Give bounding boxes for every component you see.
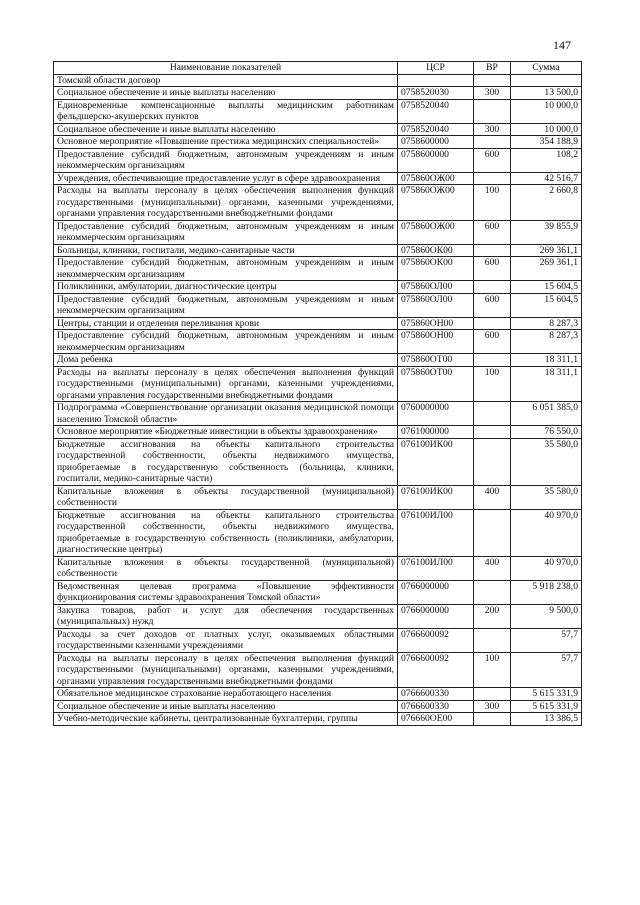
cell-vr: 600 xyxy=(474,293,511,317)
cell-name: Закупка товаров, работ и услуг для обеспечения государственных (муниципальных) нужд xyxy=(54,604,398,628)
table-header-row xyxy=(54,62,582,75)
cell-name: Расходы на выплаты персоналу в целях обеспечения выполнения функций государственными (муниципальными) органами, казенными учреждениями, органами управления государственными внебюджетными фондами xyxy=(54,652,398,688)
table-row xyxy=(54,604,582,628)
cell-vr xyxy=(474,136,511,149)
table-row xyxy=(54,74,582,87)
cell-sum: 76 550,0 xyxy=(511,426,582,439)
cell-vr: 100 xyxy=(474,185,511,221)
cell-vr: 400 xyxy=(474,556,511,580)
cell-name: Больницы, клиники, госпитали, медико-санитарные части xyxy=(54,244,398,257)
table-row xyxy=(54,293,582,317)
table-row xyxy=(54,366,582,402)
table-row xyxy=(54,148,582,172)
table-row xyxy=(54,556,582,580)
cell-sum: 13 386,5 xyxy=(511,713,582,726)
table-row xyxy=(54,220,582,244)
cell-sum: 35 580,0 xyxy=(511,438,582,485)
table-row xyxy=(54,652,582,688)
cell-sum: 5 918 238,0 xyxy=(511,580,582,604)
cell-name: Предоставление субсидий бюджетным, автономным учреждениям и иным некоммерческим организациям xyxy=(54,330,398,354)
cell-vr: 600 xyxy=(474,148,511,172)
cell-sum: 10 000,0 xyxy=(511,99,582,123)
table-row xyxy=(54,87,582,100)
cell-csr: 075860ОЛ00 xyxy=(398,281,474,294)
cell-name: Центры, станции и отделения переливания крови xyxy=(54,317,398,330)
cell-vr xyxy=(474,688,511,701)
table-row xyxy=(54,580,582,604)
cell-vr xyxy=(474,628,511,652)
cell-sum: 9 500,0 xyxy=(511,604,582,628)
cell-csr: 075860ОК00 xyxy=(398,257,474,281)
cell-name: Основное мероприятие «Бюджетные инвестиции в объекты здравоохранения» xyxy=(54,426,398,439)
header-vr: ВР xyxy=(474,62,511,75)
cell-name: Дома ребенка xyxy=(54,354,398,367)
cell-name: Основное мероприятие «Повышение престижа медицинских специальностей» xyxy=(54,136,398,149)
cell-vr: 200 xyxy=(474,604,511,628)
cell-name: Учреждения, обеспечивающие предоставление услуг в сфере здравоохранения xyxy=(54,172,398,185)
cell-csr: 0758600000 xyxy=(398,148,474,172)
header-name: Наименование показателей xyxy=(54,62,398,75)
cell-sum: 354 188,9 xyxy=(511,136,582,149)
cell-name: Капитальные вложения в объекты государственной (муниципальной) собственности xyxy=(54,485,398,509)
cell-sum: 39 855,9 xyxy=(511,220,582,244)
cell-sum: 10 000,0 xyxy=(511,123,582,136)
table-row xyxy=(54,257,582,281)
cell-sum: 269 361,1 xyxy=(511,257,582,281)
cell-name: Предоставление субсидий бюджетным, автономным учреждениям и иным некоммерческим организациям xyxy=(54,293,398,317)
cell-vr: 300 xyxy=(474,123,511,136)
cell-csr: 0758520040 xyxy=(398,99,474,123)
table-row xyxy=(54,123,582,136)
cell-name: Бюджетные ассигнования на объекты капитального строительства государственной собственности, объекты недвижимого имущества, приобретаемые в государственную собственность (больницы, клиники, госпитали, медико-санитарные части) xyxy=(54,438,398,485)
table-row xyxy=(54,688,582,701)
cell-vr: 600 xyxy=(474,330,511,354)
cell-csr: 076100ИЛ00 xyxy=(398,509,474,556)
cell-sum: 57,7 xyxy=(511,628,582,652)
table-row xyxy=(54,485,582,509)
cell-sum: 42 516,7 xyxy=(511,172,582,185)
cell-vr xyxy=(474,509,511,556)
cell-vr xyxy=(474,172,511,185)
cell-csr: 0766000000 xyxy=(398,604,474,628)
cell-vr xyxy=(474,438,511,485)
cell-vr: 100 xyxy=(474,652,511,688)
cell-name: Расходы на выплаты персоналу в целях обеспечения выполнения функций государственными (муниципальными) органами, казенными учреждениями, органами управления государственными внебюджетными фондами xyxy=(54,185,398,221)
cell-sum: 35 580,0 xyxy=(511,485,582,509)
cell-name: Расходы за счет доходов от платных услуг, оказываемых областными государственными казенными учреждениями xyxy=(54,628,398,652)
cell-csr: 0766600330 xyxy=(398,700,474,713)
cell-name: Предоставление субсидий бюджетным, автономным учреждениям и иным некоммерческим организациям xyxy=(54,220,398,244)
cell-vr xyxy=(474,317,511,330)
cell-sum: 15 604,5 xyxy=(511,281,582,294)
cell-sum: 13 500,0 xyxy=(511,87,582,100)
table-row xyxy=(54,713,582,726)
cell-sum: 40 970,0 xyxy=(511,509,582,556)
cell-sum: 5 615 331,9 xyxy=(511,700,582,713)
cell-csr: 0766000000 xyxy=(398,580,474,604)
cell-vr: 300 xyxy=(474,87,511,100)
cell-vr xyxy=(474,281,511,294)
cell-name: Обязательное медицинское страхование неработающего населения xyxy=(54,688,398,701)
cell-name: Учебно-методические кабинеты, централизованные бухгалтерии, группы xyxy=(54,713,398,726)
cell-sum: 18 311,1 xyxy=(511,354,582,367)
cell-name: Социальное обеспечение и иные выплаты населению xyxy=(54,123,398,136)
cell-name: Единовременные компенсационные выплаты медицинским работникам фельдшерско-акушерских пунктов xyxy=(54,99,398,123)
table-row xyxy=(54,402,582,426)
table-row xyxy=(54,354,582,367)
cell-name: Поликлиники, амбулатории, диагностические центры xyxy=(54,281,398,294)
cell-csr: 076100ИЛ00 xyxy=(398,556,474,580)
cell-vr: 300 xyxy=(474,700,511,713)
cell-vr: 600 xyxy=(474,257,511,281)
table-row xyxy=(54,244,582,257)
cell-name: Расходы на выплаты персоналу в целях обеспечения выполнения функций государственными (муниципальными) органами, казенными учреждениями, органами управления государственными внебюджетными фондами xyxy=(54,366,398,402)
table-row xyxy=(54,700,582,713)
cell-sum: 57,7 xyxy=(511,652,582,688)
cell-vr: 600 xyxy=(474,220,511,244)
cell-sum: 40 970,0 xyxy=(511,556,582,580)
cell-csr: 075860ОН00 xyxy=(398,330,474,354)
cell-name: Социальное обеспечение и иные выплаты населению xyxy=(54,87,398,100)
cell-vr xyxy=(474,426,511,439)
budget-table xyxy=(53,61,582,726)
cell-vr: 400 xyxy=(474,485,511,509)
cell-name: Социальное обеспечение и иные выплаты населению xyxy=(54,700,398,713)
table-row xyxy=(54,509,582,556)
cell-csr: 0766600330 xyxy=(398,688,474,701)
cell-csr: 076660ОЕ00 xyxy=(398,713,474,726)
cell-vr xyxy=(474,244,511,257)
cell-name: Подпрограмма «Совершенствование организации оказания медицинской помощи населению Томской области» xyxy=(54,402,398,426)
table-row xyxy=(54,281,582,294)
cell-csr: 0761000000 xyxy=(398,426,474,439)
cell-vr xyxy=(474,354,511,367)
cell-name: Капитальные вложения в объекты государственной (муниципальной) собственности xyxy=(54,556,398,580)
cell-csr: 0766600092 xyxy=(398,628,474,652)
cell-csr: 075860ОЖ00 xyxy=(398,185,474,221)
cell-csr: 075860ОК00 xyxy=(398,244,474,257)
table-row xyxy=(54,426,582,439)
cell-csr: 075860ОТ00 xyxy=(398,366,474,402)
table-row xyxy=(54,330,582,354)
header-csr: ЦСР xyxy=(398,62,474,75)
table-row xyxy=(54,185,582,221)
cell-sum: 18 311,1 xyxy=(511,366,582,402)
table-row xyxy=(54,172,582,185)
cell-vr xyxy=(474,580,511,604)
cell-vr xyxy=(474,99,511,123)
cell-sum: 15 604,5 xyxy=(511,293,582,317)
cell-csr: 075860ОТ00 xyxy=(398,354,474,367)
cell-csr: 0760000000 xyxy=(398,402,474,426)
table-row xyxy=(54,136,582,149)
table-row xyxy=(54,438,582,485)
page-number: 147 xyxy=(553,38,571,52)
cell-vr xyxy=(474,402,511,426)
cell-csr: 0758520040 xyxy=(398,123,474,136)
table-row xyxy=(54,99,582,123)
cell-csr: 075860ОЛ00 xyxy=(398,293,474,317)
cell-csr: 075860ОЖ00 xyxy=(398,220,474,244)
cell-name: Предоставление субсидий бюджетным, автономным учреждениям и иным некоммерческим организациям xyxy=(54,257,398,281)
cell-sum xyxy=(511,74,582,87)
cell-sum: 108,2 xyxy=(511,148,582,172)
cell-csr xyxy=(398,74,474,87)
cell-csr: 0766600092 xyxy=(398,652,474,688)
header-sum: Сумма xyxy=(511,62,582,75)
cell-vr: 100 xyxy=(474,366,511,402)
cell-csr: 076100ИК00 xyxy=(398,438,474,485)
cell-vr xyxy=(474,74,511,87)
cell-csr: 0758520030 xyxy=(398,87,474,100)
cell-sum: 8 287,3 xyxy=(511,317,582,330)
cell-sum: 5 615 331,9 xyxy=(511,688,582,701)
cell-name: Томской области договор xyxy=(54,74,398,87)
cell-csr: 076100ИК00 xyxy=(398,485,474,509)
cell-csr: 075860ОЖ00 xyxy=(398,172,474,185)
table-row xyxy=(54,317,582,330)
cell-csr: 075860ОН00 xyxy=(398,317,474,330)
cell-sum: 269 361,1 xyxy=(511,244,582,257)
cell-vr xyxy=(474,713,511,726)
cell-sum: 2 660,8 xyxy=(511,185,582,221)
cell-sum: 8 287,3 xyxy=(511,330,582,354)
cell-sum: 6 051 385,0 xyxy=(511,402,582,426)
cell-name: Бюджетные ассигнования на объекты капитального строительства государственной собственности, объекты недвижимого имущества, приобретаемые в государственную собственность (поликлиники, амбулатории, диагностические центры) xyxy=(54,509,398,556)
cell-csr: 0758600000 xyxy=(398,136,474,149)
table-row xyxy=(54,628,582,652)
cell-name: Предоставление субсидий бюджетным, автономным учреждениям и иным некоммерческим организациям xyxy=(54,148,398,172)
cell-name: Ведомственная целевая программа «Повышение эффективности функционирования системы здравоохранения Томской области» xyxy=(54,580,398,604)
